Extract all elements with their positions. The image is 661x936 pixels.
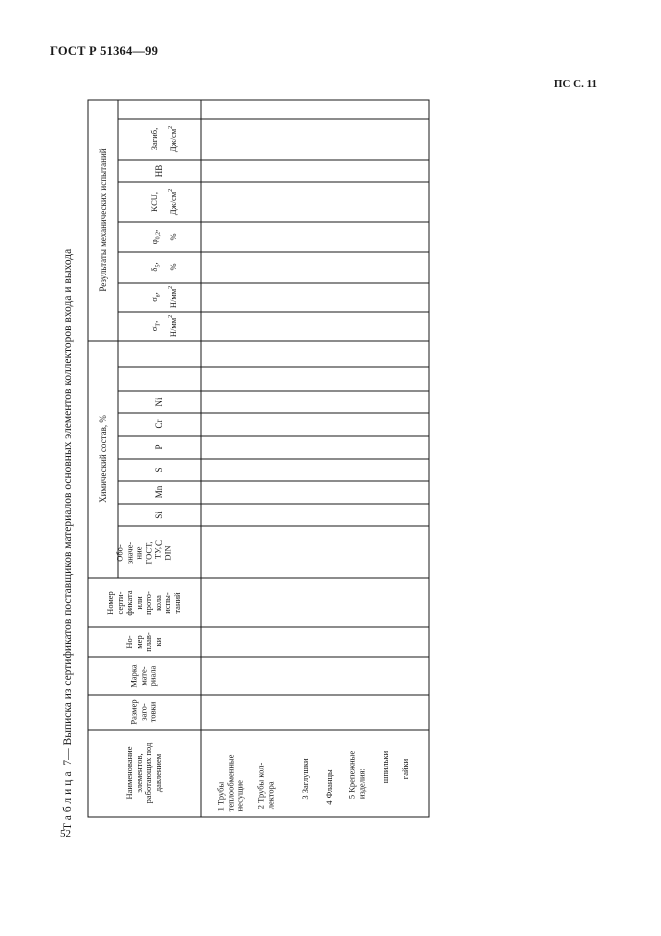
header-chem-c: C <box>153 539 164 547</box>
row-item-collector-tubes: 2 Трубы кол- лектора <box>255 762 275 810</box>
header-heat: Но- мер плав- ки <box>123 632 163 652</box>
page-reference: ПС С. 11 <box>553 78 597 90</box>
mechanical-group-header: Результаты механических испытаний <box>97 148 108 292</box>
header-chem-ni: Ni <box>153 397 164 407</box>
caption-text: 7— Выписка из сертификатов поставщиков материалов основных элементов коллекторов входа и выхода <box>62 248 74 766</box>
chemical-group-header: Химический состав, % <box>97 415 108 503</box>
header-standard: Обо- значе- ние ГОСТ, ТУ, DIN <box>114 541 173 565</box>
header-delta: $\delta_5$, % <box>148 262 178 272</box>
standard-code: ГОСТ Р 51364—99 <box>50 44 159 58</box>
row-item-plugs: 3 Заглушки <box>300 758 311 800</box>
row-item-studs: шпильки <box>380 750 391 784</box>
header-chem-p: P <box>153 444 164 450</box>
header-element-name: Наименование элементов, работающих под давлением <box>123 742 163 804</box>
header-hb: НВ <box>153 164 164 178</box>
header-psi: $\varphi_{0,2}$, % <box>148 229 178 245</box>
header-chem-mn: Mn <box>153 485 164 499</box>
table-caption <box>62 248 74 830</box>
row-item-flanges: 4 Фланцы <box>324 769 335 805</box>
header-sigma-t: $\sigma_T$, $Н/мм^2$ <box>148 314 178 338</box>
header-certificate: Номер серти- фиката или прото- кола испы- таний <box>104 590 182 616</box>
header-sigma-v: $\sigma_в$, $Н/мм^2$ <box>148 285 178 309</box>
header-chem-cr: Cr <box>153 419 164 429</box>
row-item-fasteners: 5 Крепежные изделия: <box>346 750 366 800</box>
header-grade: Марка мате- риала <box>128 664 158 688</box>
caption-label: Таблица <box>62 768 74 830</box>
header-size: Размер заго- товки <box>128 699 158 725</box>
header-chem-s: S <box>153 467 164 473</box>
header-chem-si: Si <box>153 511 164 519</box>
header-zagib: Загиб, $Дж/см^2$ <box>148 125 178 153</box>
row-item-heat-tubes: 1 Трубы теплообменные несущие <box>215 754 245 812</box>
row-item-nuts: гайки <box>400 758 411 780</box>
header-kcu: KCU, $Дж/см^2$ <box>148 188 178 216</box>
page-number: 52 <box>60 828 71 840</box>
